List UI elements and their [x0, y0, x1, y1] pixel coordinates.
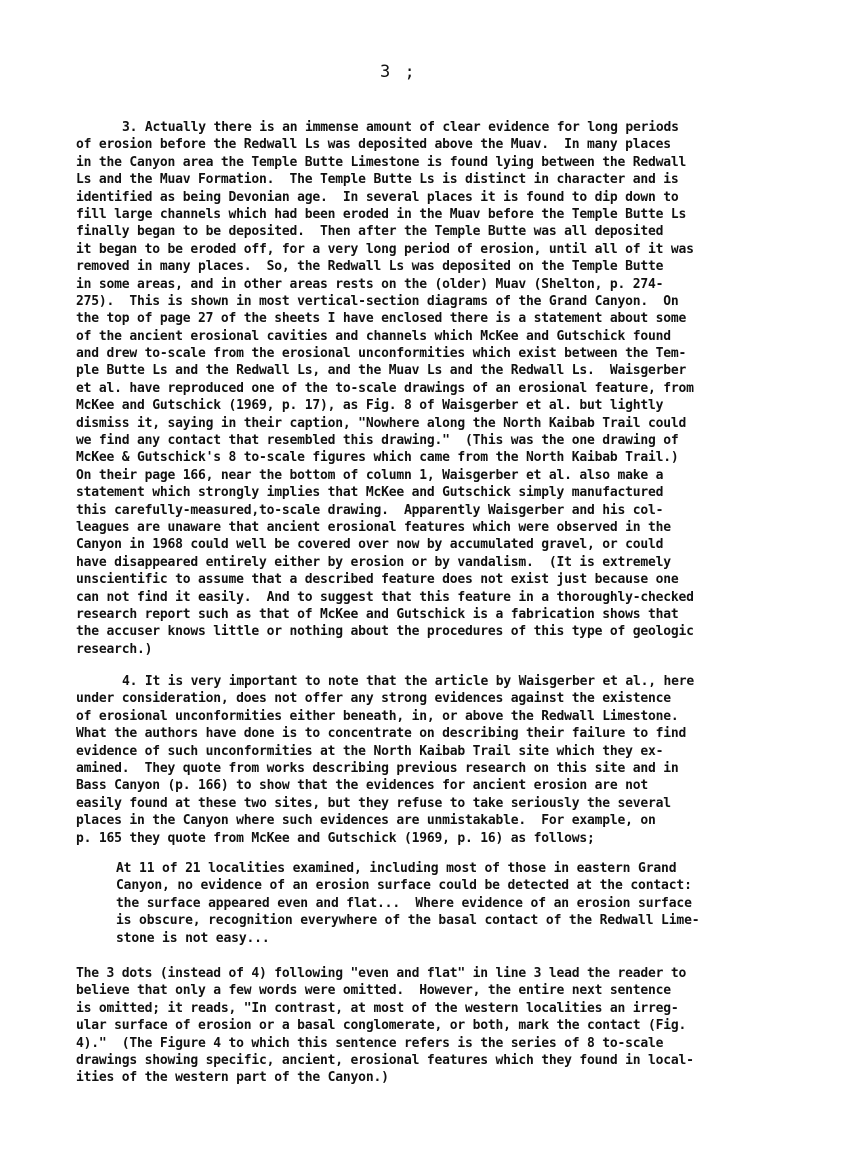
text-line: of the ancient erosional cavities and channels which McKee and Gutschick found — [76, 328, 671, 344]
text-line: 275). This is shown in most vertical-section diagrams of the Grand Canyon. On — [76, 293, 679, 309]
text-line: et al. have reproduced one of the to-scale drawings of an erosional feature, from — [76, 380, 694, 396]
text-line: it began to be eroded off, for a very long period of erosion, until all of it was — [76, 241, 694, 257]
text-line: under consideration, does not offer any strong evidences against the existence — [76, 691, 671, 707]
text-line: fill large channels which had been eroded in the Muav before the Temple Butte Ls — [76, 206, 687, 222]
text-line: believe that only a few words were omitted. However, the entire next sentence — [76, 983, 671, 999]
text-line: statement which strongly implies that McKee and Gutschick simply manufactured — [76, 485, 664, 501]
text-line: have disappeared entirely either by erosion or by vandalism. (It is extremely — [76, 554, 671, 570]
text-line: drawings showing specific, ancient, erosional features which they found in local- — [76, 1052, 694, 1068]
text-line: of erosional unconformities either beneath, in, or above the Redwall Limestone. — [76, 708, 679, 724]
text-line: 4. It is very important to note that the article by Waisgerber et al., here — [122, 674, 694, 689]
text-line: the top of page 27 of the sheets I have enclosed there is a statement about some — [76, 311, 687, 327]
quote-line: is obscure, recognition everywhere of the basal contact of the Redwall Lime- — [116, 913, 700, 929]
text-line: in the Canyon area the Temple Butte Limestone is found lying between the Redwall — [76, 154, 687, 170]
text-line: and drew to-scale from the erosional unconformities which exist between the Tem- — [76, 346, 687, 362]
text-line: we find any contact that resembled this drawing." (This was the one drawing of — [76, 433, 679, 449]
text-line: ular surface of erosion or a basal conglomerate, or both, mark the contact (Fig. — [76, 1018, 687, 1034]
text-line: research.) — [76, 641, 153, 657]
text-line: in some areas, and in other areas rests on the (older) Muav (Shelton, p. 274- — [76, 276, 664, 292]
text-line: Ls and the Muav Formation. The Temple Butte Ls is distinct in character and is — [76, 172, 679, 188]
paragraph-3 — [76, 119, 694, 658]
text-line: The 3 dots (instead of 4) following "even and flat" in line 3 lead the reader to — [76, 966, 687, 981]
paragraph-4 — [76, 673, 694, 847]
text-line: removed in many places. So, the Redwall Ls was deposited on the Temple Butte — [76, 259, 664, 275]
block-quote — [116, 860, 699, 947]
text-line: amined. They quote from works describing previous research on this site and in — [76, 760, 679, 776]
text-line: leagues are unaware that ancient erosional features which were observed in the — [76, 519, 671, 535]
text-line: evidence of such unconformities at the North Kaibab Trail site which they ex- — [76, 743, 664, 759]
text-line: McKee and Gutschick (1969, p. 17), as Fig. 8 of Waisgerber et al. but lightly — [76, 398, 664, 414]
text-line: ities of the western part of the Canyon.) — [76, 1070, 389, 1086]
text-line: dismiss it, saying in their caption, "Nowhere along the North Kaibab Trail could — [76, 415, 687, 431]
text-line: p. 165 they quote from McKee and Gutschick (1969, p. 16) as follows; — [76, 830, 595, 846]
page-number: 3 ; — [380, 62, 417, 82]
text-line: ple Butte Ls and the Redwall Ls, and the Muav Ls and the Redwall Ls. Waisgerber — [76, 363, 687, 379]
quote-line: At 11 of 21 localities examined, including most of those in eastern Grand — [116, 861, 677, 876]
quote-line: stone is not easy... — [116, 930, 270, 946]
text-line: Canyon in 1968 could well be covered over now by accumulated gravel, or could — [76, 537, 664, 553]
text-line: What the authors have done is to concentrate on describing their failure to find — [76, 726, 687, 742]
text-line: is omitted; it reads, "In contrast, at most of the western localities an irreg- — [76, 1000, 679, 1016]
text-line: can not find it easily. And to suggest that this feature in a thoroughly-checked — [76, 589, 694, 605]
text-line: easily found at these two sites, but they refuse to take seriously the several — [76, 795, 671, 811]
quote-line: the surface appeared even and flat... Where evidence of an erosion surface — [116, 895, 692, 911]
text-line: places in the Canyon where such evidences are unmistakable. For example, on — [76, 813, 656, 829]
text-line: Bass Canyon (p. 166) to show that the evidences for ancient erosion are not — [76, 778, 648, 794]
paragraph-5 — [76, 965, 694, 1087]
quote-line: Canyon, no evidence of an erosion surface could be detected at the contact: — [116, 878, 692, 894]
text-line: of erosion before the Redwall Ls was deposited above the Muav. In many places — [76, 137, 671, 153]
text-line: research report such as that of McKee and Gutschick is a fabrication shows that — [76, 606, 679, 622]
text-line: the accuser knows little or nothing about the procedures of this type of geologic — [76, 624, 694, 640]
text-line: unscientific to assume that a described feature does not exist just because one — [76, 572, 679, 588]
text-line: On their page 166, near the bottom of column 1, Waisgerber et al. also make a — [76, 467, 664, 483]
text-line: 3. Actually there is an immense amount of clear evidence for long periods — [122, 120, 679, 135]
text-line: McKee & Gutschick's 8 to-scale figures which came from the North Kaibab Trail.) — [76, 450, 679, 466]
text-line: identified as being Devonian age. In several places it is found to dip down to — [76, 189, 679, 205]
text-line: this carefully-measured,to-scale drawing. Apparently Waisgerber and his col- — [76, 502, 664, 518]
text-line: finally began to be deposited. Then after the Temple Butte was all deposited — [76, 224, 664, 240]
text-line: 4)." (The Figure 4 to which this sentence refers is the series of 8 to-scale — [76, 1035, 664, 1051]
